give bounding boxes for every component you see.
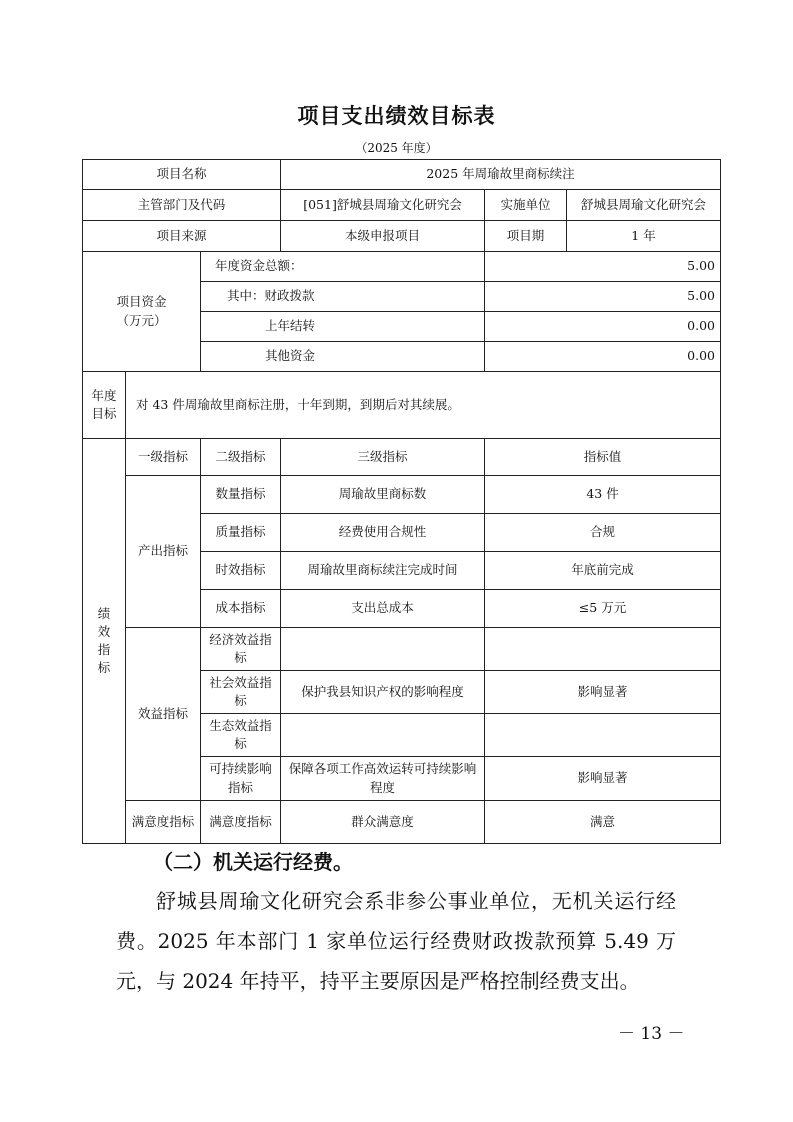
impl-unit-value: 舒城县周瑜文化研究会 xyxy=(567,190,721,221)
benefit-value: 影响显著 xyxy=(485,757,721,801)
benefit-l2: 可持续影响指标 xyxy=(201,757,281,801)
goal-text: 对 43 件周瑜故里商标注册，十年到期，到期后对其续展。 xyxy=(126,372,721,439)
table-row xyxy=(83,160,721,190)
output-l2: 质量指标 xyxy=(201,514,281,552)
fund-total-label: 年度资金总额： xyxy=(201,252,485,282)
table-row xyxy=(83,801,721,844)
benefit-l3 xyxy=(281,628,485,671)
output-l2: 成本指标 xyxy=(201,590,281,628)
fund-total-value: 5.00 xyxy=(485,252,721,282)
header-level2: 二级指标 xyxy=(201,439,281,476)
perf-side-label xyxy=(83,439,126,844)
satisfaction-value: 满意 xyxy=(485,801,721,844)
benefit-l2: 生态效益指标 xyxy=(201,714,281,757)
source-value: 本级申报项目 xyxy=(281,221,485,252)
body-paragraph: 舒城县周瑜文化研究会系非参公事业单位，无机关运行经费。2025 年本部门 1 家单位运行经费财政拨款预算 5.49 万元，与 2024 年持平，持平主要原因是严格控制经费支出。 xyxy=(116,889,676,993)
impl-unit-label: 实施单位 xyxy=(485,190,567,221)
output-value: 合规 xyxy=(485,514,721,552)
benefit-l3: 保障各项工作高效运转可持续影响程度 xyxy=(281,757,485,801)
benefit-l3 xyxy=(281,714,485,757)
table-row xyxy=(83,476,721,514)
fund-other-value: 0.00 xyxy=(485,342,721,372)
funds-label xyxy=(83,252,201,372)
goal-label xyxy=(83,372,126,439)
perf-side-char: 效 xyxy=(97,623,111,639)
output-indicator-label: 产出指标 xyxy=(126,476,201,628)
perf-side-char: 绩 xyxy=(97,605,111,621)
page-title: 项目支出绩效目标表 xyxy=(297,104,496,128)
dept-label: 主管部门及代码 xyxy=(83,190,281,221)
fund-fiscal-value: 5.00 xyxy=(485,282,721,312)
period-value: 1 年 xyxy=(567,221,721,252)
benefit-l3: 保护我县知识产权的影响程度 xyxy=(281,671,485,714)
output-value: 43 件 xyxy=(485,476,721,514)
header-level1: 一级指标 xyxy=(126,439,201,476)
satisfaction-l3: 群众满意度 xyxy=(281,801,485,844)
page-number: － 13 － xyxy=(618,1024,685,1044)
table-row xyxy=(83,252,721,282)
perf-side-char: 指 xyxy=(97,642,111,657)
perf-side-char: 标 xyxy=(97,660,111,676)
table-row xyxy=(83,439,721,476)
benefit-value xyxy=(485,714,721,757)
dept-value: [051]舒城县周瑜文化研究会 xyxy=(281,190,485,221)
funds-label-line2: （万元） xyxy=(116,312,167,328)
project-name-value: 2025 年周瑜故里商标续注 xyxy=(281,160,721,190)
fund-carryover-label: 上年结转 xyxy=(201,312,485,342)
period-label: 项目期 xyxy=(485,221,567,252)
source-label: 项目来源 xyxy=(83,221,281,252)
project-name-label: 项目名称 xyxy=(83,160,281,190)
satisfaction-indicator-label: 满意度指标 xyxy=(126,801,201,844)
section-heading: （二）机关运行经费。 xyxy=(153,850,353,874)
header-value: 指标值 xyxy=(485,439,721,476)
output-l2: 数量指标 xyxy=(201,476,281,514)
performance-table xyxy=(82,159,721,844)
benefit-indicator-label: 效益指标 xyxy=(126,628,201,801)
output-l2: 时效指标 xyxy=(201,552,281,590)
goal-label-line2: 目标 xyxy=(91,406,117,421)
fund-other-label: 其他资金 xyxy=(201,342,485,372)
table-row xyxy=(83,190,721,221)
fund-fiscal-label: 其中：财政拨款 xyxy=(201,282,485,312)
fund-carryover-value: 0.00 xyxy=(485,312,721,342)
benefit-value xyxy=(485,628,721,671)
output-l3: 经费使用合规性 xyxy=(281,514,485,552)
table-row xyxy=(83,628,721,671)
output-l3: 支出总成本 xyxy=(281,590,485,628)
table-row xyxy=(83,221,721,252)
output-l3: 周瑜故里商标数 xyxy=(281,476,485,514)
benefit-l2: 经济效益指标 xyxy=(201,628,281,671)
goal-label-line1: 年度 xyxy=(91,387,117,403)
benefit-value: 影响显著 xyxy=(485,671,721,714)
benefit-l2: 社会效益指标 xyxy=(201,671,281,714)
output-value: 年底前完成 xyxy=(485,552,721,590)
satisfaction-l2: 满意度指标 xyxy=(201,801,281,844)
table-year: （2025 年度） xyxy=(355,141,438,155)
header-level3: 三级指标 xyxy=(281,439,485,476)
output-value: ≤5 万元 xyxy=(485,590,721,628)
output-l3: 周瑜故里商标续注完成时间 xyxy=(281,552,485,590)
funds-label-line1: 项目资金 xyxy=(116,294,167,310)
table-row xyxy=(83,372,721,439)
